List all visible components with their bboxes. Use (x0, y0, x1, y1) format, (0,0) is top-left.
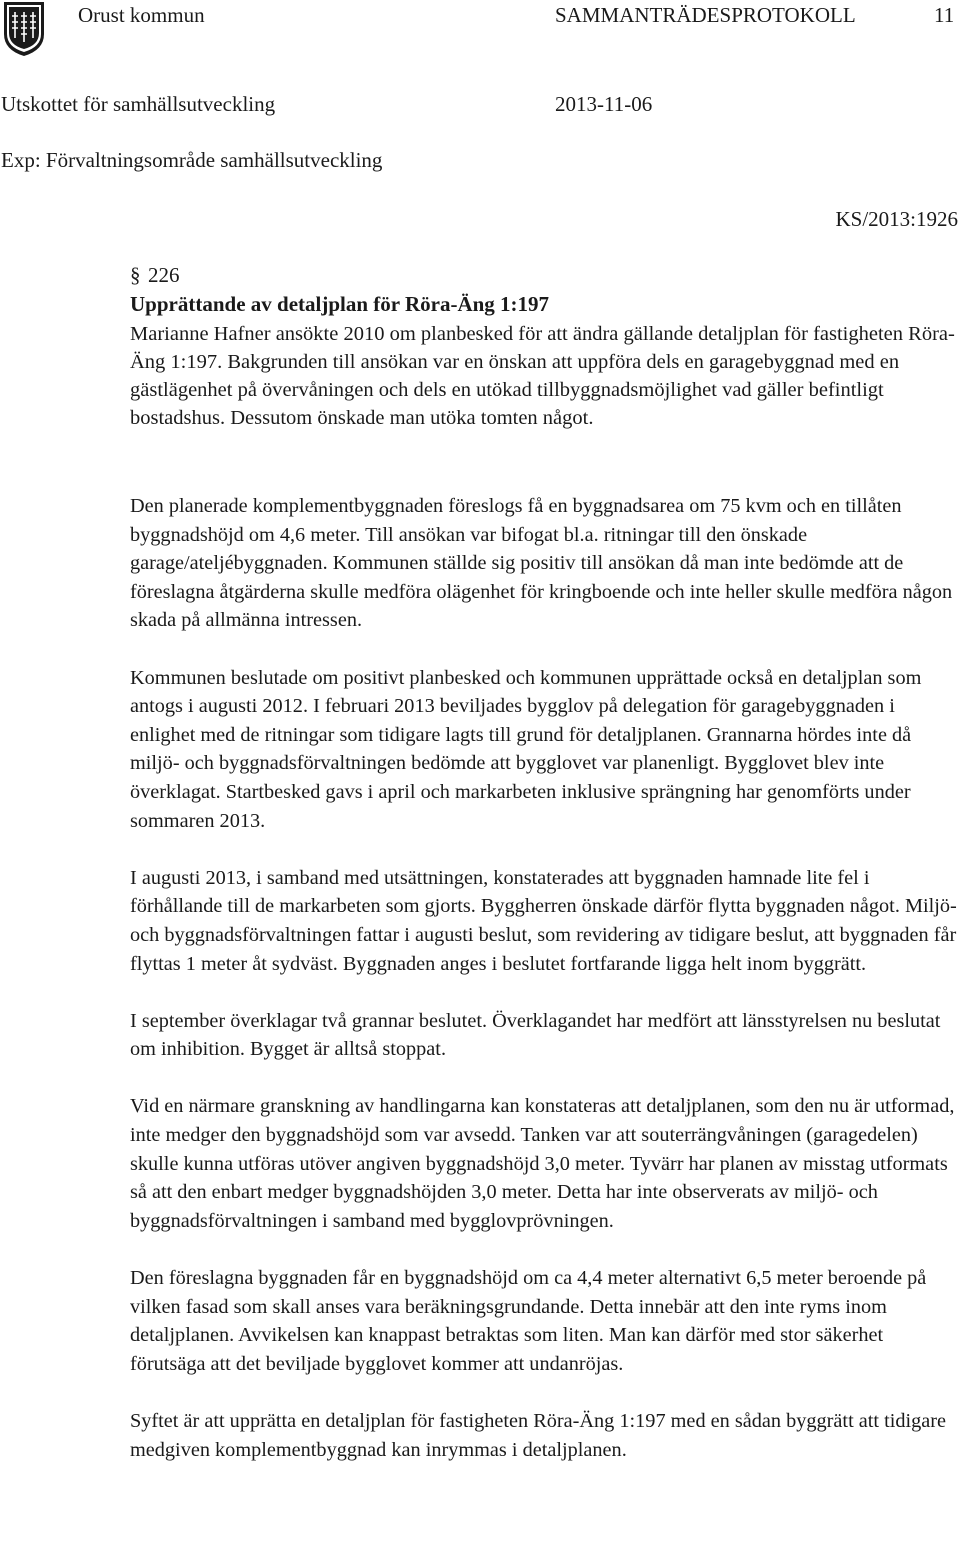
meeting-date: 2013-11-06 (555, 92, 653, 116)
paragraph-1: Marianne Hafner ansökte 2010 om planbesked för att ändra gällande detaljplan för fastigheten Röra-Äng 1:197. Bakgrunden till ansökan var en önskan att uppföra dels en garagebyggnad med en gästlägenhet på övervåningen och dels en utökad tillbyggnadsmöjlighet vad gäller befintligt bostadshus. Dessutom önskade man utöka tomten något. (130, 323, 955, 429)
paragraph-3: Kommunen beslutade om positivt planbesked och kommunen upprättade också en detaljplan som antogs i augusti 2012. I februari 2013 beviljades bygglov på delegation för garagebyggnaden i enlighet med de ritningar som tidigare lagts till grund för detaljplanen. Grannarna hördes inte då miljö- och byggnadsförvaltningen bedömde att bygglovet var planenligt. Bygglovet blev inte överklagat. Startbesked gavs i april och markarbeten inklusive sprängning har genomförts under sommaren 2013. (130, 666, 922, 832)
page-number: 11 (934, 3, 955, 27)
paragraph-4: I augusti 2013, i samband med utsättningen, konstaterades att byggnaden hamnade lite fel i förhållande till de markarbeten som gjorts. Byggherren önskade därför flytta byggnaden något. Miljö- och byggnadsförvaltningen fattar i augusti beslut, som revidering av tidigare beslut, att byggnaden får flyttas 1 meter åt sydväst. Byggnaden anges i beslutet fortfarande ligga helt inom byggrätt. (130, 866, 957, 975)
coat-of-arms-logo (2, 0, 46, 58)
municipality-name: Orust kommun (78, 3, 205, 27)
paragraph-2: Den planerade komplementbyggnaden föreslogs få en byggnadsarea om 75 kvm och en tillåten byggnadshöjd om 4,6 meter. Till ansökan var bifogat bl.a. ritningar till den önskade garage/ateljébyggnaden. Kommunen ställde sig positiv till ansökan då man inte bedömde att de föreslagna åtgärderna skulle medföra olägenhet för kringboende och inte heller skulle medföra någon skada på allmänna intressen. (130, 495, 953, 632)
body-text (130, 492, 960, 1493)
case-number: KS/2013:1926 (835, 207, 958, 231)
paragraph-6: Vid en närmare granskning av handlingarna kan konstateras att detaljplanen, som den nu är utformad, inte medger den byggnadshöjd som var avsedd. Tanken var att souterrängvåningen (garagedelen) skulle kunna utföras utöver angiven byggnadshöjd 3,0 meter. Tyvärr har planen av misstag utformats så att den enbart medger byggnadshöjden 3,0 meter. Detta har inte observerats av miljö- och byggnadsförvaltningen i samband med bygglovprövningen. (130, 1095, 955, 1232)
section-symbol: § (130, 263, 141, 287)
protocol-title: SAMMANTRÄDESPROTOKOLL (555, 3, 856, 27)
paragraph-7: Den föreslagna byggnaden får en byggnadshöjd om ca 4,4 meter alternativt 6,5 meter beroende på vilken fasad som skall anses vara beräkningsgrundande. Detta innebär att den inte ryms inom detaljplanen. Avvikelsen kan knappast betraktas som liten. Man kan därför med stor säkerhet förutsäga att det beviljade bygglovet kommer att undanröjas. (130, 1267, 927, 1375)
committee-name: Utskottet för samhällsutveckling (1, 92, 276, 116)
paragraph-8: Syftet är att upprätta en detaljplan för fastigheten Röra-Äng 1:197 med en sådan byggrätt att tidigare medgiven komplementbyggnad kan inrymmas i detaljplanen. (130, 1410, 947, 1461)
section-heading: Upprättande av detaljplan för Röra-Äng 1:197 (130, 292, 550, 316)
distribution-line: Exp: Förvaltningsområde samhällsutveckling (1, 148, 383, 172)
paragraph-5: I september överklagar två grannar beslutet. Överklagandet har medfört att länsstyrelsen nu beslutat om inhibition. Bygget är alltså stoppat. (130, 1009, 941, 1061)
section-number: 226 (148, 263, 180, 287)
